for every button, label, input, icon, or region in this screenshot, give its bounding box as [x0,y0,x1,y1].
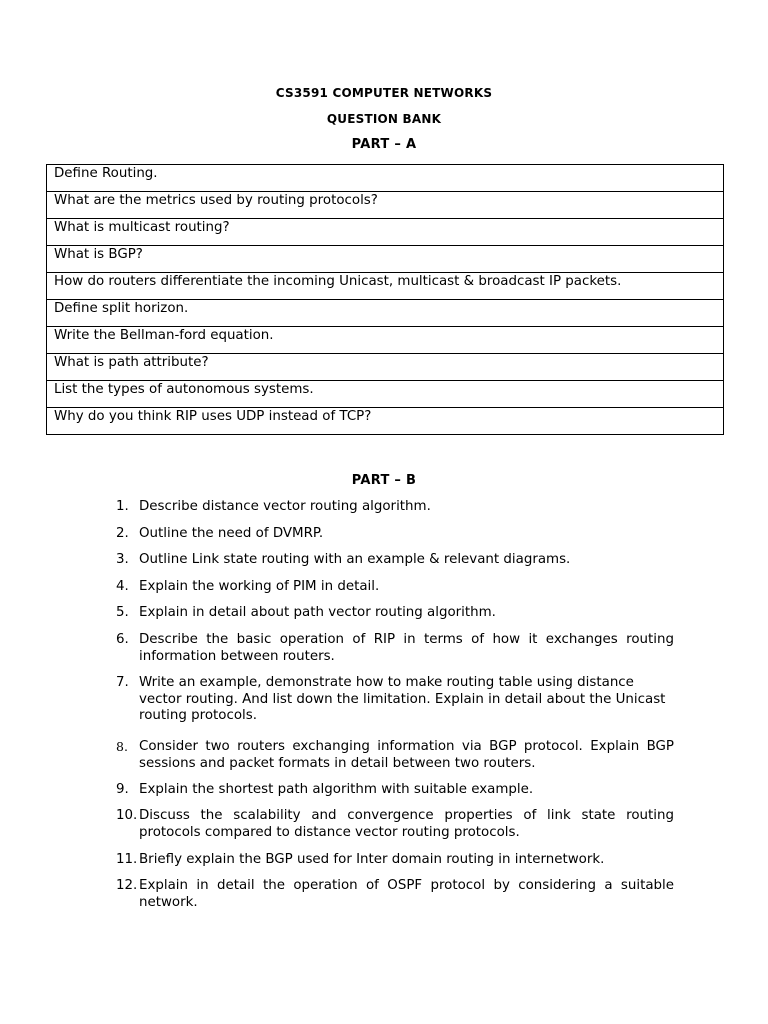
part-a-heading: PART – A [351,137,417,152]
question-number: 2. [116,526,129,541]
question-number: 8. [116,739,128,754]
course-title: CS3591 COMPUTER NETWORKS [275,86,493,100]
question-text: Describe distance vector routing algorithm. [139,499,431,514]
question-text: Explain the working of PIM in detail. [139,579,380,594]
question-number: 6. [116,632,129,647]
part-a-question-2: What are the metrics used by routing protocols? [47,192,724,219]
part-a-question-table [46,164,724,435]
part-a-question-9: List the types of autonomous systems. [47,381,724,408]
question-text: Explain in detail about path vector routing algorithm. [139,605,496,620]
part-a-question-1: Define Routing. [47,165,724,192]
part-a-question-7: Write the Bellman-ford equation. [47,327,724,354]
question-text: Briefly explain the BGP used for Inter domain routing in internetwork. [139,852,605,867]
list-item [116,782,674,799]
question-number: 5. [116,605,129,620]
part-a-question-3: What is multicast routing? [47,219,724,246]
table-row [47,219,724,246]
table-row [47,273,724,300]
list-item [116,499,674,516]
question-number: 12. [116,878,138,893]
question-number: 7. [116,675,129,690]
part-a-question-10: Why do you think RIP uses UDP instead of TCP? [47,408,724,435]
table-row [47,192,724,219]
list-item [116,739,674,772]
question-text: Outline the need of DVMRP. [139,526,324,541]
part-a-question-8: What is path attribute? [47,354,724,381]
list-item [116,526,674,543]
question-number: 4. [116,579,129,594]
list-item [116,552,674,569]
part-a-question-6: Define split horizon. [47,300,724,327]
table-row [47,327,724,354]
list-item [116,852,674,869]
list-item [116,632,674,665]
question-number: 10. [116,808,138,823]
question-text: Explain the shortest path algorithm with suitable example. [139,782,534,797]
question-text: Write an example, demonstrate how to make routing table using distance vector routing. And list down the limitation. Explain in detail about the Unicast routing protocols. [139,675,666,724]
question-text: Describe the basic operation of RIP in terms of how it exchanges routing information between routers. [139,632,674,664]
question-text: Discuss the scalability and convergence properties of link state routing protocols compared to distance vector routing protocols. [139,808,674,840]
list-item [116,675,674,725]
part-b-heading: PART – B [351,473,417,488]
table-row [47,246,724,273]
question-bank-title: QUESTION BANK [326,112,442,126]
question-number: 3. [116,552,129,567]
question-text: Consider two routers exchanging information via BGP protocol. Explain BGP sessions and packet formats in detail between two routers. [139,739,674,771]
table-row [47,381,724,408]
list-item [116,808,674,841]
question-number: 11. [116,852,138,867]
part-a-question-4: What is BGP? [47,246,724,273]
list-item [116,579,674,596]
question-text: Outline Link state routing with an example & relevant diagrams. [139,552,571,567]
list-item [116,605,674,622]
table-row [47,165,724,192]
table-row [47,300,724,327]
part-a-question-5: How do routers differentiate the incoming Unicast, multicast & broadcast IP packets. [47,273,724,300]
question-number: 1. [116,499,129,514]
table-row [47,354,724,381]
table-row [47,408,724,435]
list-item [116,878,674,911]
question-number: 9. [116,782,129,797]
question-text: Explain in detail the operation of OSPF protocol by considering a suitable network. [139,878,674,910]
